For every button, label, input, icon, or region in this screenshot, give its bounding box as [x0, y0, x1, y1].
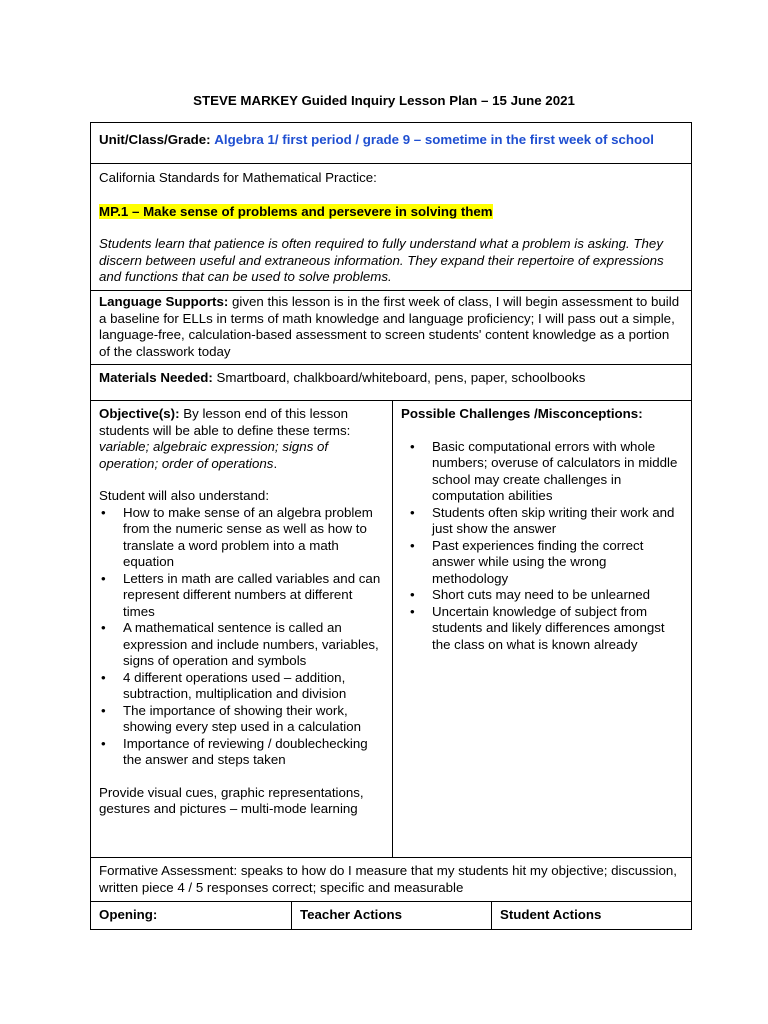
list-item: • Basic computational errors with whole numbers; overuse of calculators in middle school may create challenges in computation abilities — [432, 439, 683, 505]
list-item: • Uncertain knowledge of subject from students and likely differences amongst the class on what is known already — [432, 604, 683, 654]
unit-value: Algebra 1/ first period / grade 9 – sometime in the first week of school — [214, 132, 654, 147]
standards-cell — [90, 163, 692, 291]
objectives-cell — [90, 400, 393, 858]
objectives-label: Objective(s): — [99, 406, 180, 421]
student-actions-cell — [491, 901, 692, 930]
list-item: • How to make sense of an algebra problem from the numeric sense as well as how to translate a word problem into a math equation — [123, 505, 384, 571]
standards-description: Students learn that patience is often required to fully understand what a problem is asking. They discern between useful and extraneous information. They expand their repertoire of expressions and functions that can be used to solve problems. — [99, 236, 664, 284]
list-item: • Students often skip writing their work and just show the answer — [432, 505, 683, 538]
document-title: STEVE MARKEY Guided Inquiry Lesson Plan – 15 June 2021 — [193, 93, 575, 108]
unit-cell — [90, 122, 692, 164]
mp1-highlight: MP.1 – Make sense of problems and persevere in solving them — [99, 203, 493, 219]
objectives-terms: variable; algebraic expression; signs of operation; order of operations — [99, 439, 329, 471]
materials-text: Smartboard, chalkboard/whiteboard, pens, paper, schoolbooks — [212, 370, 586, 385]
language-supports-cell — [90, 290, 692, 365]
list-item: • A mathematical sentence is called an expression and include numbers, variables, signs of operation and symbols — [123, 620, 384, 670]
materials-cell — [90, 364, 692, 401]
list-item: • Past experiences finding the correct answer while using the wrong methodology — [432, 538, 683, 588]
list-item: • 4 different operations used – addition, subtraction, multiplication and division — [123, 670, 384, 703]
list-item: • Importance of reviewing / doublechecking the answer and steps taken — [123, 736, 384, 769]
materials-label: Materials Needed: — [99, 370, 213, 385]
student-actions-label: Student Actions — [500, 907, 602, 922]
unit-label: Unit/Class/Grade: — [99, 132, 211, 147]
challenges-list — [401, 439, 683, 654]
language-supports-text: given this lesson is in the first week of class, I will begin assessment to build a baseline for ELLs in terms of math knowledge and language proficiency; I will pass out a simple, language-free, calculation-based assessment to screen students' content knowledge as a portion of the classwork today — [99, 294, 680, 359]
objectives-terms-end: . — [273, 455, 278, 471]
teacher-actions-cell — [291, 901, 492, 930]
understand-heading: Student will also understand: — [99, 488, 270, 503]
objectives-intro: By lesson end of this lesson students will be able to define these terms: — [99, 406, 351, 438]
objectives-closing: Provide visual cues, graphic representations, gestures and pictures – multi-mode learning — [99, 784, 364, 816]
opening-cell — [90, 901, 292, 930]
objectives-list — [99, 505, 384, 769]
opening-label: Opening: — [99, 907, 158, 922]
standards-heading: California Standards for Mathematical Practice: — [99, 170, 377, 185]
formative-cell — [90, 857, 692, 902]
list-item: • Letters in math are called variables and can represent different numbers at different times — [123, 571, 384, 621]
teacher-actions-label: Teacher Actions — [300, 907, 402, 922]
language-supports-label: Language Supports: — [99, 294, 229, 309]
challenges-label: Possible Challenges /Misconceptions: — [401, 406, 643, 421]
challenges-cell — [392, 400, 692, 858]
list-item: • The importance of showing their work, showing every step used in a calculation — [123, 703, 384, 736]
list-item: • Short cuts may need to be unlearned — [432, 587, 683, 604]
formative-text: Formative Assessment: speaks to how do I measure that my students hit my objective; discussion, written piece 4 / 5 responses correct; specific and measurable — [99, 863, 677, 895]
